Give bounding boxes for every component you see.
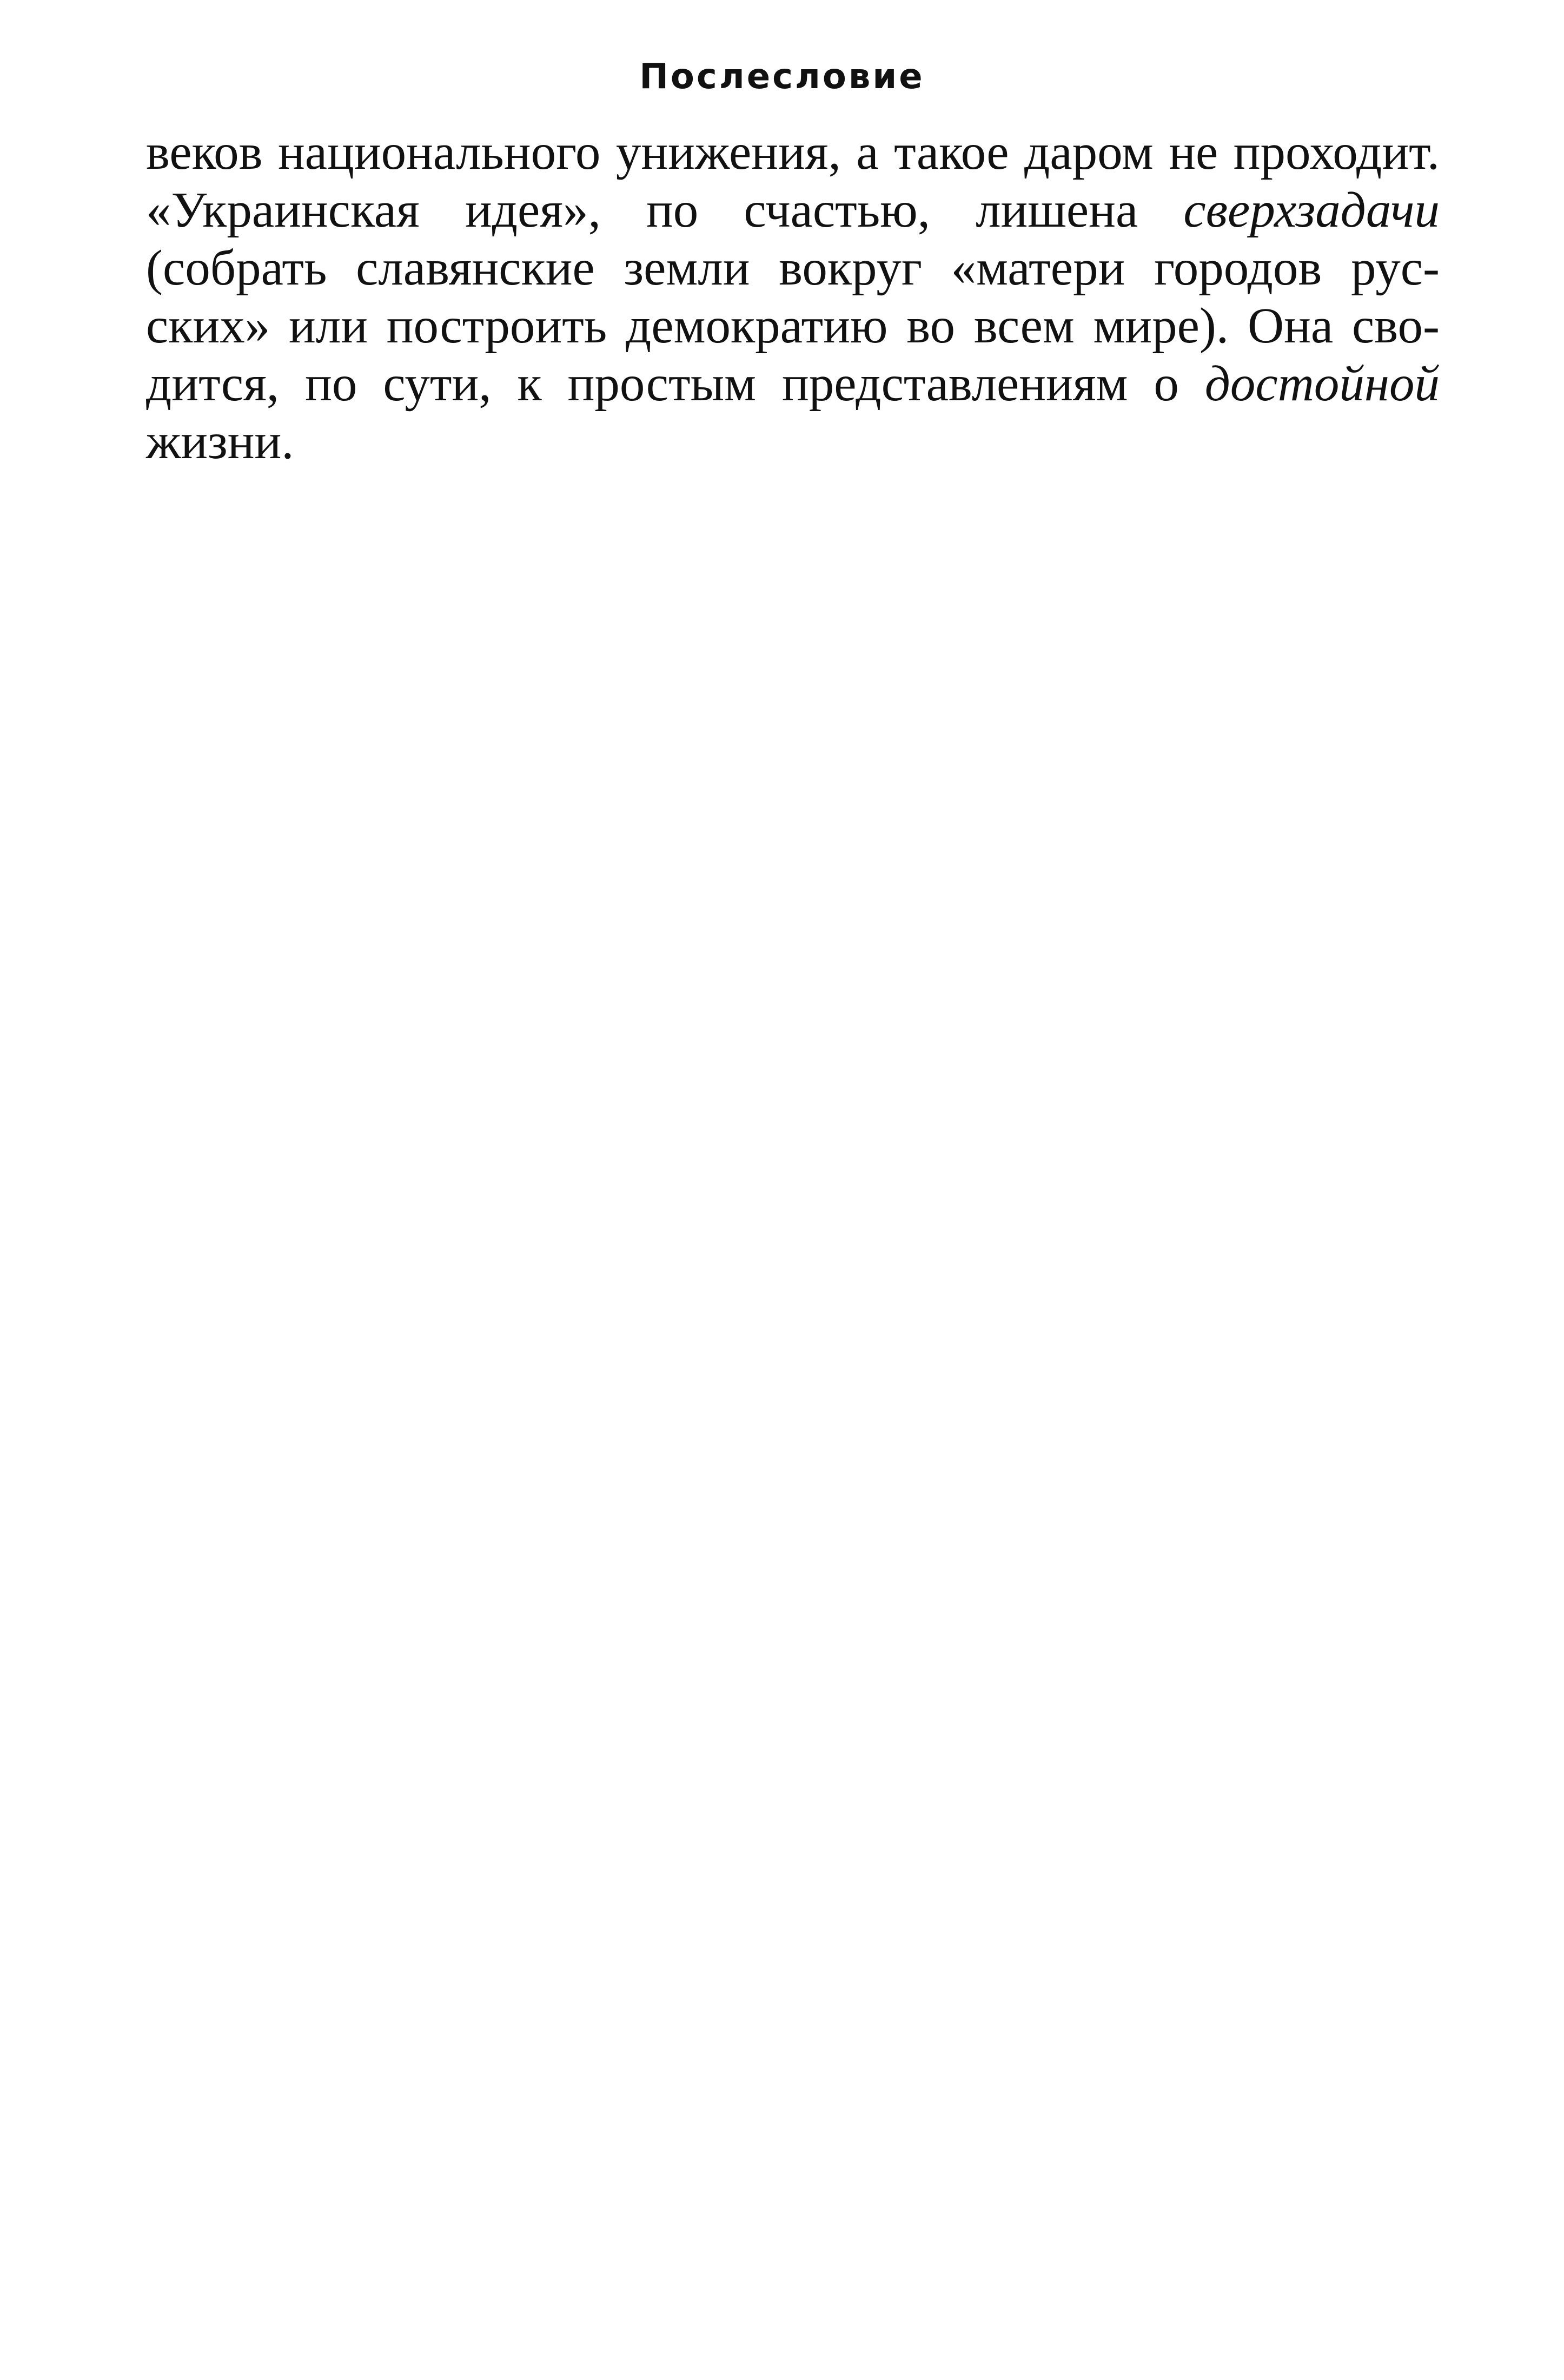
text-run: веков национального унижения, а такое даром не проходит. «Украинская идея», по счастью, лишена: [146, 124, 1440, 238]
text-run: (собрать славянские земли вокруг «матери городов русских» или построить демократию во всем мире). Она сводится, по сути, к простым представлениям о: [146, 240, 1440, 412]
running-header: Послесловие: [639, 57, 925, 97]
italic-run: сверхзадачи: [1183, 182, 1440, 238]
italic-run: достойной: [1204, 356, 1440, 412]
paragraph-1: [146, 123, 1440, 471]
body-text: [146, 123, 1440, 471]
text-run: жизни.: [146, 414, 294, 470]
